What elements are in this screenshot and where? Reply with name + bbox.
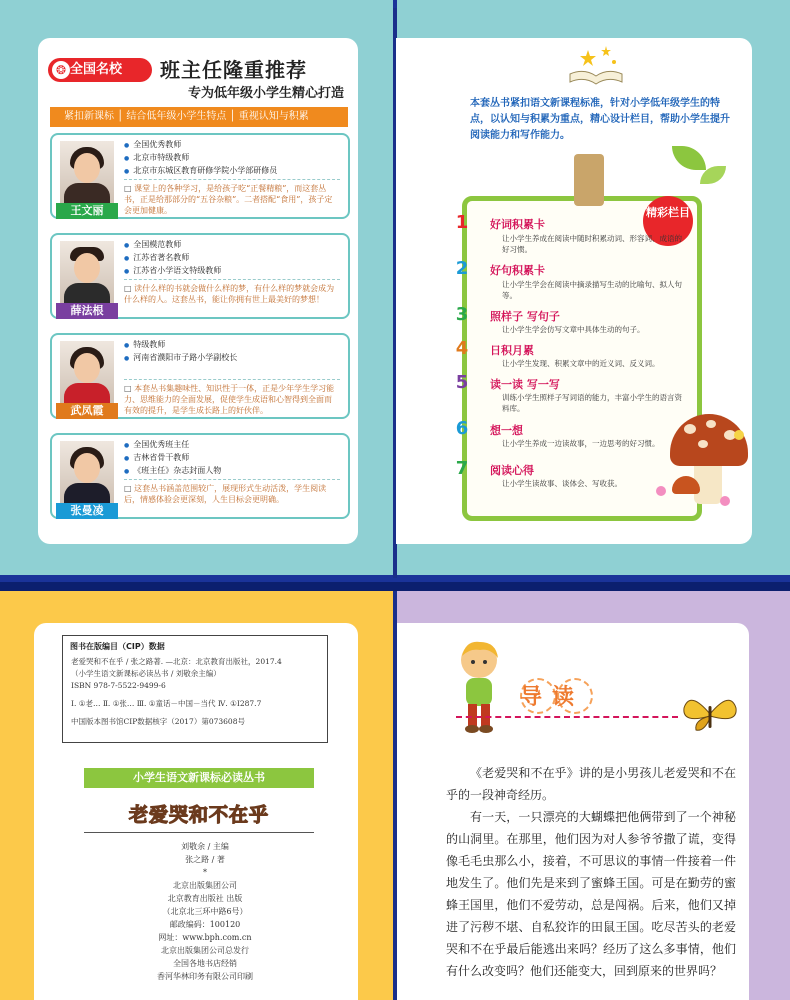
teacher-credentials: ● 特级教师 ● 河南省濮阳市子路小学副校长	[124, 339, 237, 365]
section-number: 4	[455, 338, 469, 359]
open-book-icon	[566, 44, 626, 88]
publication-credits: 刘敬余 / 主编 张之路 / 著 * 北京出版集团公司 北京教育出版社 出版 （北京北三环中路6号） 邮政编码：100120 网址：www.bph.com.cn 北京出版集团公司总发行 全国各地书店经销 香河华林印务有限公司印刷	[157, 842, 253, 981]
teacher-card	[50, 233, 350, 319]
flower-decoration	[720, 496, 730, 506]
section-number: 7	[455, 458, 469, 479]
section-number: 2	[455, 258, 469, 279]
teacher-credentials: ● 全国优秀教师 ● 北京市特级教师 ● 北京市东城区教育研修学院小学部研修员	[124, 139, 277, 178]
teacher-name: 张曼凌	[56, 503, 118, 519]
section-number: 1	[455, 212, 469, 233]
book-title: 老爱哭和不在乎	[128, 804, 269, 826]
section-title: 好句积累卡	[490, 264, 545, 277]
recommend-subline: 专为低年级小学生精心打造	[188, 86, 345, 101]
feature-strip: 紧扣新课标 │ 结合低年级小学生特点 │ 重视认知与积累	[50, 107, 348, 127]
teacher-card	[50, 433, 350, 519]
school-logo-icon: ❂	[52, 61, 70, 79]
section-number: 5	[455, 372, 469, 393]
section-title: 好词积累卡	[490, 218, 545, 231]
feature-columns-badge: 精彩栏目	[643, 196, 693, 246]
section-desc: 让小学生学会在阅读中摘录描写生动的比喻句、拟人句等。	[502, 280, 682, 300]
section-desc: 训练小学生照样子写词语的能力，丰富小学生的语言资料库。	[502, 393, 682, 413]
cip-data-box: 老爱哭和不在乎 / 张之路著. —北京：北京教育出版社，2017.4 （小学生语文新课标必读丛书 / 刘敬余主编） ISBN 978-7-5522-9499-6 Ⅰ. ①老… Ⅱ. ①张… Ⅲ. ①童话－中国－当代 Ⅳ. ①I287.7 中国版本图书馆CIP数据核字（2017）第073608号	[62, 635, 328, 743]
teacher-card	[50, 333, 350, 419]
teacher-quote: □ 读什么样的书就会做什么样的梦，有什么样的梦就会成为什么样的人。这套丛书，能让你拥有世上最美好的梦想！	[124, 283, 338, 305]
flower-decoration	[734, 430, 744, 440]
guide-paragraph: 《老爱哭和不在乎》讲的是小男孩儿老爱哭和不在乎的一段神奇经历。	[446, 766, 736, 802]
section-title: 读一读 写一写	[490, 378, 560, 391]
section-number: 3	[455, 304, 469, 325]
recommend-headline: 班主任隆重推荐	[160, 58, 307, 82]
mushroom-illustration	[694, 460, 722, 504]
section-desc: 让小学生学会仿写文章中具体生动的句子。	[502, 325, 645, 334]
series-intro: 本套丛书紧扣语文新课程标准，针对小学低年级学生的特点，以认知与积累为重点，精心设计栏目，帮助小学生提升阅读能力和写作能力。	[470, 98, 730, 141]
famous-school-badge	[48, 58, 152, 82]
section-desc: 让小学生读故事、谈体会、写收获。	[502, 479, 622, 488]
teacher-credentials: ● 全国模范教师 ● 江苏省著名教师 ● 江苏省小学语文特级教师	[124, 239, 221, 278]
section-number: 6	[455, 418, 469, 439]
butterfly-icon	[680, 694, 740, 734]
guide-paragraph: 有一天，一只漂亮的大蝴蝶把他俩带到了一个神秘的山洞里。在那里，他们因为对人参爷爷撒了谎，变得像毛毛虫那么小，接着，不可思议的事情一件接着一件地发生了。他们先是来到了蜜蜂王国。可是在勤劳的蜜蜂王国里，他们不爱劳动，总是闯祸。后来，他们又掉进了污秽不堪、自私狡诈的田鼠王国。吃尽苦头的老爱哭和不在乎最后能逃出来吗？经历了这么多事情，他们有什么改变吗？他们还能变大，回到原来的世界吗？	[446, 810, 736, 978]
teacher-quote: □ 本套丛书集趣味性、知识性于一体，正是少年学生学习能力、思维能力的全面发展，促使学生成语和心智得到全面而有效的提升，是学生成长路上的好伙伴。	[124, 383, 338, 416]
teacher-name: 王文丽	[56, 203, 118, 219]
section-title: 日积月累	[490, 344, 534, 357]
divider	[456, 716, 678, 718]
series-name: 小学生语文新课标必读丛书	[84, 768, 314, 788]
teacher-quote: □ 这套丛书涵盖范围较广，展现形式生动活泼，学生阅读后，情感体验会更深刻，人生目标会更明确。	[124, 483, 338, 505]
guide-heading: 导读	[520, 685, 585, 710]
clip-decoration	[574, 154, 604, 206]
cartoon-boy-illustration	[454, 640, 504, 736]
teacher-name: 武凤霞	[56, 403, 118, 419]
section-title: 阅读心得	[490, 464, 534, 477]
section-desc: 让小学生养成在阅读中随时积累动词、形容词、成语的好习惯。	[502, 234, 682, 254]
flower-decoration	[656, 486, 666, 496]
cip-heading: 图书在版编目（CIP）数据	[70, 642, 165, 651]
teacher-card	[50, 133, 350, 219]
section-desc: 让小学生养成一边读故事，一边思考的好习惯。	[502, 439, 660, 448]
section-desc: 让小学生发现、积累文章中的近义词、反义词。	[502, 359, 660, 368]
teacher-photo	[60, 441, 114, 503]
teacher-quote: □ 课堂上的各种学习，是给孩子吃“正餐精粮”，而这套丛书，正是给那部分的“五谷杂粮”。二者搭配“食用”，孩子定会更加健康。	[124, 183, 338, 216]
teacher-photo	[60, 341, 114, 403]
section-title: 照样子 写句子	[490, 310, 560, 323]
divider	[84, 832, 314, 833]
teacher-photo	[60, 241, 114, 303]
section-title: 想一想	[490, 424, 523, 437]
teacher-credentials: ● 全国优秀班主任 ● 吉林省骨干教师 ● 《班主任》杂志封面人物	[124, 439, 221, 478]
badge-label: 全国名校	[70, 62, 123, 77]
teacher-photo	[60, 141, 114, 203]
guide-text	[446, 762, 736, 982]
teacher-name: 薛法根	[56, 303, 118, 319]
